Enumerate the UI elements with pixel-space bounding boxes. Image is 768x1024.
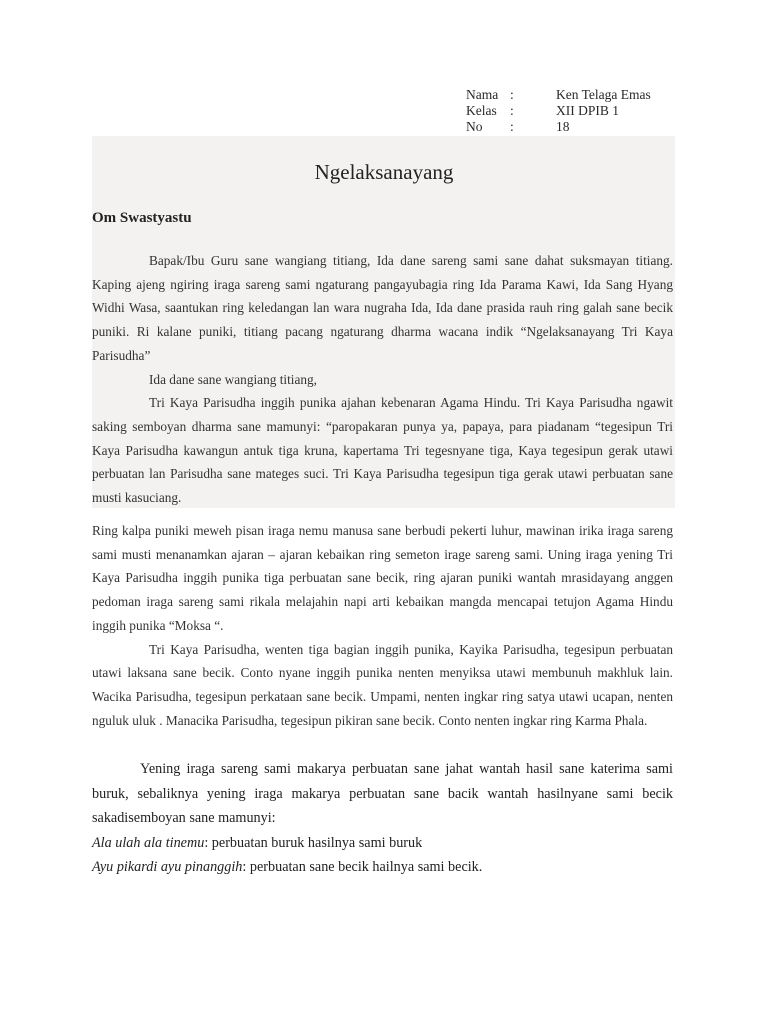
moral-paragraph: Ring kalpa puniki meweh pisan iraga nemu manusa sane berbudi pekerti luhur, mawinan irika iraga sareng sami musti menanamkan ajaran – ajaran kebaikan ring semeton irage sareng sami. Uning iraga yening Tri Kaya Parisudha inggih punika tiga perbuatan sane becik, ring ajaran puniki wantah mrasidayang anggen pedoman iraga sareng sami rikala melajahin napi arti kebaikan mangda mencapai tetujon Agama Hindu inggih punika “Moksa “.: [92, 523, 673, 633]
proverb-2-phrase: Ayu pikardi ayu pinanggih: [92, 859, 243, 875]
opening-section: [92, 249, 673, 510]
number-label: No: [466, 119, 483, 134]
opening-paragraph: Bapak/Ibu Guru sane wangiang titiang, Ida dane sareng sami sane dahat suksmayan titiang. Kaping ajeng ngiring iraga sareng sami ngaturang pangayubagia ring Ida Parama Kawi, Ida Sang Hyang Widhi Wasa, saantukan ring keledangan lan wara nugraha Ida, Ida dane prasida rauh ring galah sane becik puniki. Ri kalane puniki, titiang pacang ngaturang dharma wacana indik “Ngelaksanayang Tri Kaya Parisudha”: [92, 253, 673, 363]
karma-paragraph: Yening iraga sareng sami makarya perbuatan sane jahat wantah hasil sane katerima sami buruk, sebaliknya yening iraga makarya perbuatan sane bacik wantah hasilnyane sami becik sakadisemboyan sane mamunyi:: [92, 761, 673, 826]
proverb-line-1: [92, 831, 673, 856]
number-colon: :: [510, 119, 514, 134]
proverb-2-meaning: : perbuatan sane becik hailnya sami becik.: [242, 859, 483, 875]
student-identity: [466, 87, 651, 135]
class-label: Kelas: [466, 103, 497, 118]
name-label: Nama: [466, 87, 499, 102]
address-line: Ida dane sane wangiang titiang,: [149, 371, 317, 387]
class-colon: :: [510, 103, 514, 118]
name-value: Ken Telaga Emas: [556, 87, 651, 102]
definition-paragraph: Tri Kaya Parisudha inggih punika ajahan kebenaran Agama Hindu. Tri Kaya Parisudha ngawit saking semboyan dharma sane mamunyi: “paropakaran punya ya, papaya, para piadanam “tegesipun Tri Kaya Parisudha kawangun antuk tiga kruna, kapertama Tri tegesnyane tiga, Kaya tegesipun gerak utawi perbuatan lan Parisudha sane mateges suci. Tri Kaya Parisudha tegesipun tiga gerak utawi perbuatan sane musti kasuciang.: [92, 395, 673, 506]
number-value: 18: [556, 119, 570, 134]
number-row: [466, 119, 651, 135]
three-parts-paragraph: Tri Kaya Parisudha, wenten tiga bagian inggih punika, Kayika Parisudha, tegesipun perbuatan utawi laksana sane becik. Conto nyane inggih punika nenten menyiksa utawi membunuh makhluk lain. Wacika Parisudha, tegesipun perkataan sane becik. Umpami, nenten ingkar ring satya utawi ucapan, nenten nguluk uluk . Manacika Parisudha, tegesipun pikiran sane becik. Conto nenten ingkar ring Karma Phala.: [92, 641, 673, 728]
page-title: Ngelaksanayang: [314, 160, 454, 184]
explanation-section: [92, 519, 673, 732]
name-row: [466, 87, 651, 103]
proverb-1-phrase: Ala ulah ala tinemu: [92, 834, 205, 851]
closing-section: [92, 757, 673, 880]
class-row: [466, 103, 651, 119]
proverb-line-2: [92, 855, 673, 880]
name-colon: :: [510, 87, 514, 102]
greeting: Om Swastyastu: [92, 210, 192, 226]
proverb-1-meaning: : perbuatan buruk hasilnya sami buruk: [204, 834, 423, 851]
class-value: XII DPIB 1: [556, 103, 619, 118]
